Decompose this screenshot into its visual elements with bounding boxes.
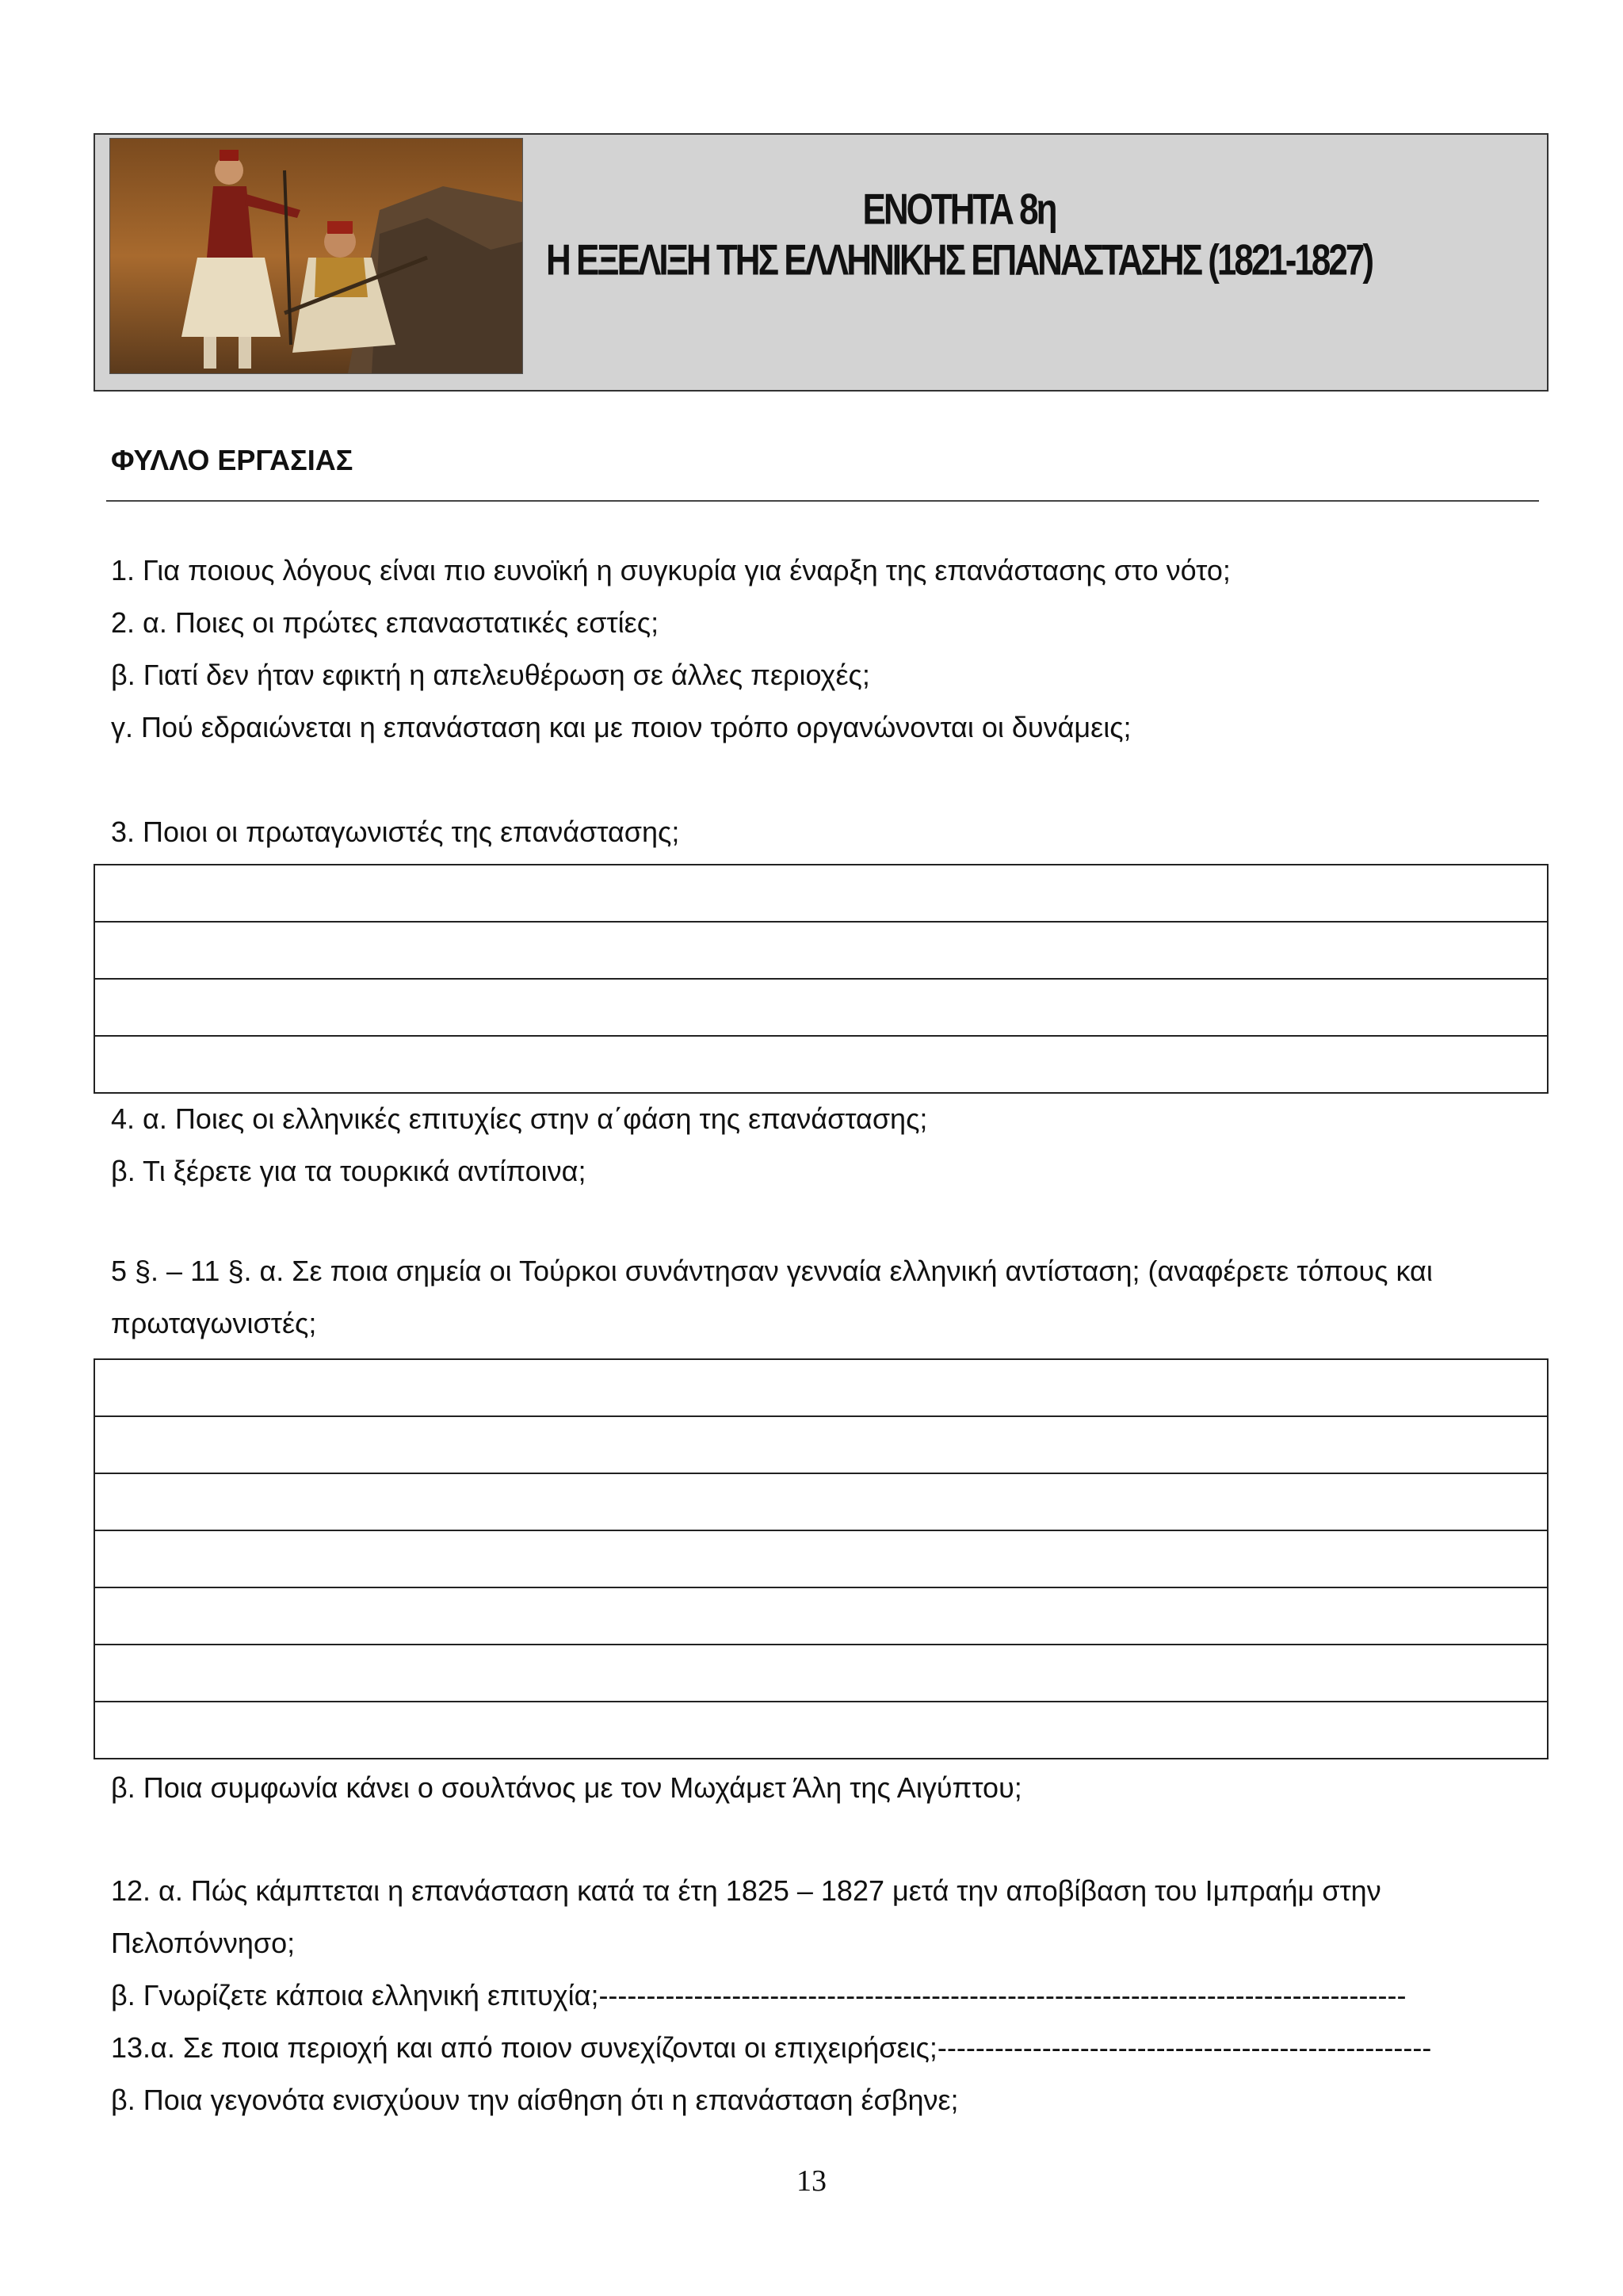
answer-row (94, 1530, 1548, 1587)
question-5a-line2: πρωταγωνιστές; (111, 1307, 317, 1339)
question-2a: 2. α. Ποιες οι πρώτες επαναστατικές εστίες; (111, 606, 659, 639)
question-3: 3. Ποιοι οι πρωταγωνιστές της επανάστασης; (111, 816, 680, 848)
answer-table-q5 (94, 1358, 1549, 1759)
worksheet-title: ΦΥΛΛΟ ΕΡΓΑΣΙΑΣ (111, 444, 353, 476)
header-title (523, 185, 1395, 285)
answer-cell[interactable] (94, 1587, 1548, 1645)
question-13a: 13.α. Σε ποια περιοχή και από ποιον συνεχίζονται οι επιχειρήσεις;---------------------------------------------------- (111, 2031, 1432, 2064)
answer-cell[interactable] (94, 1359, 1548, 1416)
header-painting (109, 138, 523, 374)
answer-row (94, 1587, 1548, 1645)
question-4a: 4. α. Ποιες οι ελληνικές επιτυχίες στην α΄φάση της επανάστασης; (111, 1102, 928, 1135)
question-2b: β. Γιατί δεν ήταν εφικτή η απελευθέρωση σε άλλες περιοχές; (111, 659, 870, 691)
question-12b: β. Γνωρίζετε κάποια ελληνική επιτυχία;------------------------------------------------------------------------------------- (111, 1979, 1407, 2011)
answer-cell[interactable] (94, 1036, 1548, 1093)
question-2c: γ. Πού εδραιώνεται η επανάσταση και με ποιον τρόπο οργανώνονται οι δυνάμεις; (111, 711, 1132, 743)
answer-cell[interactable] (94, 1416, 1548, 1473)
question-5b: β. Ποια συμφωνία κάνει ο σουλτάνος με τον Μωχάμετ Άλη της Αιγύπτου; (111, 1771, 1022, 1804)
answer-cell[interactable] (94, 1530, 1548, 1587)
question-12a-line2: Πελοπόννησο; (111, 1927, 296, 1959)
answer-table-q3 (94, 864, 1549, 1094)
unit-title: Η ΕΞΕΛΙΞΗ ΤΗΣ ΕΛΛΗΝΙΚΗΣ ΕΠΑΝΑΣΤΑΣΗΣ (1821-1827) (546, 235, 1372, 285)
question-1: 1. Για ποιους λόγους είναι πιο ευνοϊκή η συγκυρία για έναρξη της επανάστασης στο νότο; (111, 554, 1231, 586)
question-5a-line1: 5 §. – 11 §. α. Σε ποια σημεία οι Τούρκοι συνάντησαν γενναία ελληνική αντίσταση; (αναφέρετε τόπους και (111, 1255, 1433, 1287)
answer-cell[interactable] (94, 1473, 1548, 1530)
title-divider (106, 500, 1539, 502)
question-13b: β. Ποια γεγονότα ενισχύουν την αίσθηση ότι η επανάσταση έσβηνε; (111, 2084, 959, 2116)
unit-label: ΕΝΟΤΗΤΑ 8η (862, 185, 1056, 234)
revolutionary-fighters-painting (110, 139, 522, 373)
answer-row (94, 1473, 1548, 1530)
answer-row (94, 979, 1548, 1036)
answer-row (94, 1702, 1548, 1759)
answer-row (94, 1359, 1548, 1416)
answer-cell[interactable] (94, 1702, 1548, 1759)
page-number: 13 (796, 2164, 827, 2198)
answer-row (94, 1416, 1548, 1473)
unit-header-banner (94, 133, 1549, 392)
answer-row (94, 1036, 1548, 1093)
answer-cell[interactable] (94, 865, 1548, 922)
answer-cell[interactable] (94, 1645, 1548, 1702)
answer-row (94, 922, 1548, 979)
answer-row (94, 1645, 1548, 1702)
answer-cell[interactable] (94, 979, 1548, 1036)
question-4b: β. Τι ξέρετε για τα τουρκικά αντίποινα; (111, 1155, 586, 1187)
question-12a-line1: 12. α. Πώς κάμπτεται η επανάσταση κατά τα έτη 1825 – 1827 μετά την αποβίβαση του Ιμπραήμ στην (111, 1874, 1381, 1907)
answer-cell[interactable] (94, 922, 1548, 979)
answer-row (94, 865, 1548, 922)
